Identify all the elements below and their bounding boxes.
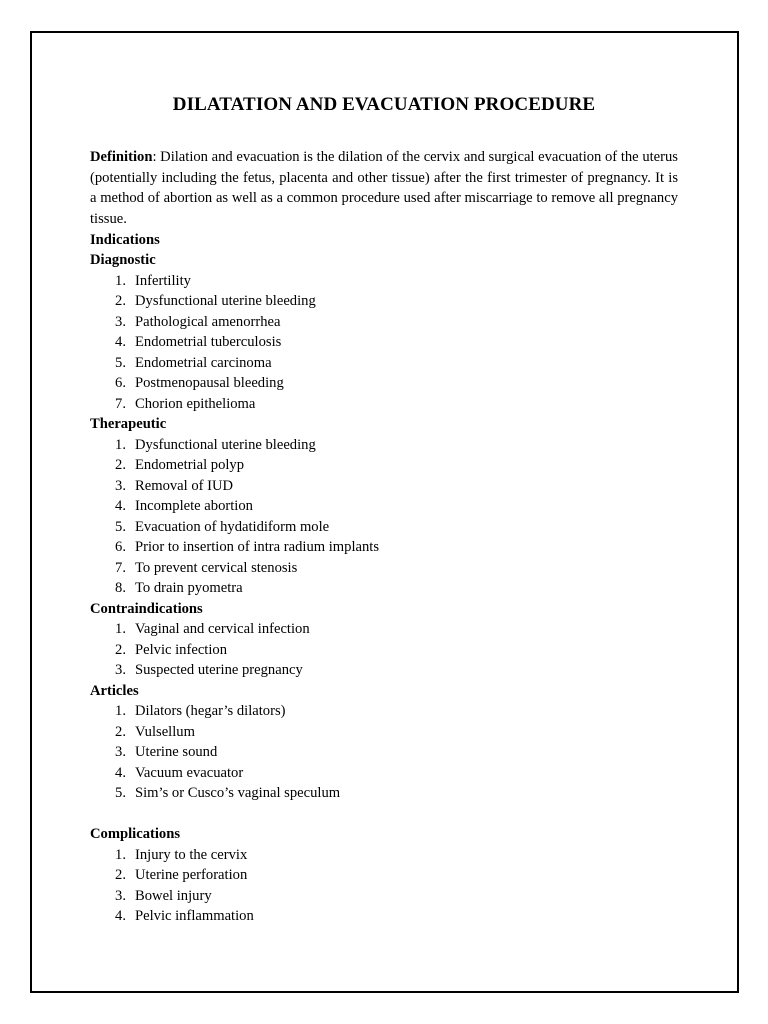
list-item-number: 2. xyxy=(115,723,126,740)
list-item-text: To prevent cervical stenosis xyxy=(135,559,298,576)
list-item-number: 1. xyxy=(115,436,126,453)
list-item xyxy=(90,763,678,784)
list-item xyxy=(90,865,678,886)
list-item-text: Pathological amenorrhea xyxy=(135,313,281,330)
list-item xyxy=(90,537,678,558)
list-item-number: 7. xyxy=(115,559,126,576)
articles-list xyxy=(90,701,678,804)
list-item-number: 3. xyxy=(115,887,126,904)
list-item-number: 3. xyxy=(115,744,126,761)
list-item-text: Endometrial carcinoma xyxy=(135,354,272,371)
list-item xyxy=(90,517,678,538)
list-item xyxy=(90,353,678,374)
indications-heading: Indications xyxy=(90,231,160,248)
list-item-text: Dilators (hegar’s dilators) xyxy=(135,703,286,720)
list-item-text: Vulsellum xyxy=(135,723,195,740)
list-item-number: 4. xyxy=(115,334,126,351)
definition-paragraph xyxy=(90,147,678,230)
definition-label: Definition xyxy=(90,149,153,165)
list-item-number: 5. xyxy=(115,518,126,535)
therapeutic-heading: Therapeutic xyxy=(90,416,167,433)
list-item-text: Pelvic inflammation xyxy=(135,908,254,925)
list-item-number: 5. xyxy=(115,354,126,371)
list-item-text: Removal of IUD xyxy=(135,477,234,494)
list-item xyxy=(90,578,678,599)
list-item-number: 4. xyxy=(115,764,126,781)
list-item-number: 5. xyxy=(115,785,126,802)
therapeutic-list xyxy=(90,435,678,599)
list-item-number: 7. xyxy=(115,395,126,412)
list-item-number: 1. xyxy=(115,846,126,863)
list-item-text: Uterine perforation xyxy=(135,867,248,884)
complications-heading: Complications xyxy=(90,826,180,843)
list-item-text: Prior to insertion of intra radium implants xyxy=(135,539,380,556)
document-body xyxy=(90,92,678,927)
list-item-text: To drain pyometra xyxy=(135,580,243,597)
page-title: DILATATION AND EVACUATION PROCEDURE xyxy=(172,94,596,115)
diagnostic-heading: Diagnostic xyxy=(90,252,156,269)
list-item-text: Endometrial polyp xyxy=(135,457,245,474)
list-item-number: 2. xyxy=(115,641,126,658)
list-item-number: 6. xyxy=(115,539,126,556)
articles-heading: Articles xyxy=(90,682,139,699)
list-item xyxy=(90,496,678,517)
definition-text: : Dilation and evacuation is the dilation of the cervix and surgical evacuation of the uterus (potentially including the fetus, placenta and other tissue) after the first trimester of pregnancy. It is a method of abortion as well as a common procedure used after miscarriage to remove all pregnancy tissue. xyxy=(90,149,678,228)
list-item-text: Suspected uterine pregnancy xyxy=(135,662,303,679)
list-item-number: 4. xyxy=(115,498,126,515)
list-item-text: Incomplete abortion xyxy=(135,498,253,515)
list-item-number: 3. xyxy=(115,313,126,330)
list-item xyxy=(90,373,678,394)
list-item-text: Uterine sound xyxy=(135,744,218,761)
list-item xyxy=(90,640,678,661)
list-item-text: Vaginal and cervical infection xyxy=(135,621,310,638)
list-item-text: Bowel injury xyxy=(135,887,212,904)
complications-list xyxy=(90,845,678,927)
list-item-number: 2. xyxy=(115,293,126,310)
list-item xyxy=(90,291,678,312)
list-item-text: Chorion epithelioma xyxy=(135,395,256,412)
list-item-text: Pelvic infection xyxy=(135,641,227,658)
list-item xyxy=(90,886,678,907)
list-item xyxy=(90,701,678,722)
list-item xyxy=(90,845,678,866)
list-item-text: Postmenopausal bleeding xyxy=(135,375,284,392)
list-item-number: 6. xyxy=(115,375,126,392)
list-item xyxy=(90,435,678,456)
list-item-text: Injury to the cervix xyxy=(135,846,248,863)
list-item-text: Dysfunctional uterine bleeding xyxy=(135,293,316,310)
list-item xyxy=(90,906,678,927)
contraindications-list xyxy=(90,619,678,681)
list-item-number: 2. xyxy=(115,867,126,884)
list-item-number: 2. xyxy=(115,457,126,474)
list-item-number: 1. xyxy=(115,621,126,638)
list-item-number: 3. xyxy=(115,477,126,494)
list-item-text: Dysfunctional uterine bleeding xyxy=(135,436,316,453)
list-item xyxy=(90,332,678,353)
list-item xyxy=(90,660,678,681)
list-item xyxy=(90,312,678,333)
list-item xyxy=(90,722,678,743)
list-item xyxy=(90,742,678,763)
list-item xyxy=(90,394,678,415)
contraindications-heading: Contraindications xyxy=(90,600,203,617)
list-item-number: 8. xyxy=(115,580,126,597)
list-item xyxy=(90,476,678,497)
list-item xyxy=(90,455,678,476)
list-item-text: Sim’s or Cusco’s vaginal speculum xyxy=(135,785,341,802)
section-spacer xyxy=(90,804,678,825)
list-item-number: 3. xyxy=(115,662,126,679)
list-item-text: Evacuation of hydatidiform mole xyxy=(135,518,330,535)
list-item-number: 1. xyxy=(115,272,126,289)
list-item xyxy=(90,558,678,579)
list-item-text: Infertility xyxy=(135,272,191,289)
list-item xyxy=(90,619,678,640)
list-item-text: Endometrial tuberculosis xyxy=(135,334,282,351)
list-item xyxy=(90,783,678,804)
diagnostic-list xyxy=(90,271,678,415)
list-item xyxy=(90,271,678,292)
list-item-number: 1. xyxy=(115,703,126,720)
list-item-text: Vacuum evacuator xyxy=(135,764,244,781)
list-item-number: 4. xyxy=(115,908,126,925)
